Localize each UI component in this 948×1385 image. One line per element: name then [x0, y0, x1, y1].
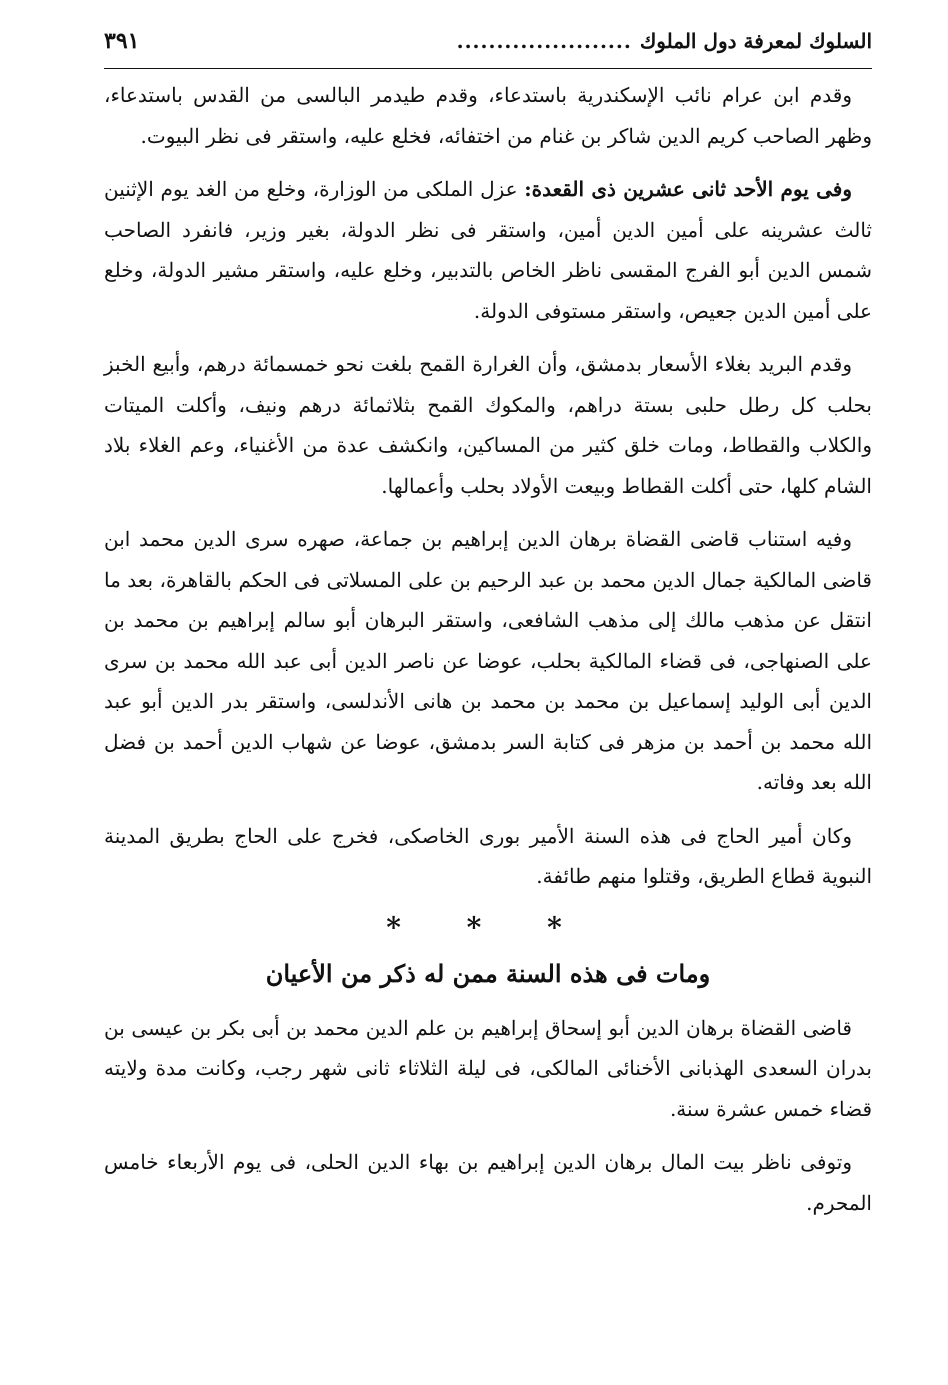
running-title: السلوك لمعرفة دول الملوك [639, 29, 872, 53]
paragraph-text: وكان أمير الحاج فى هذه السنة الأمير بورى الخاصكى، فخرج على الحاج بطريق المدينة النبوية قطاع الطريق، وقتلوا منهم طائفة. [104, 823, 872, 888]
paragraph-text: وتوفى ناظر بيت المال برهان الدين إبراهيم بن بهاء الدين الحلى، فى يوم الأربعاء خامس المحرم. [104, 1150, 872, 1215]
paragraph [104, 344, 872, 506]
page-body [104, 75, 872, 1223]
paragraph [104, 816, 872, 897]
running-header [104, 28, 872, 69]
paragraph [104, 169, 872, 331]
paragraph-text: وقدم ابن عرام نائب الإسكندرية باستدعاء، وقدم طيدمر البالسى من القدس باستدعاء، وظهر الصاحب كريم الدين شاكر بن غنام من اختفائه، فخلع عليه، واستقر فى نظر البيوت. [104, 83, 872, 148]
obituary-paragraph [104, 1008, 872, 1130]
page-number: ٣٩١ [104, 28, 140, 54]
paragraph-text: وفيه استناب قاضى القضاة برهان الدين إبراهيم بن جماعة، صهره سرى الدين محمد ابن قاضى المالكية جمال الدين محمد بن عبد الرحيم بن على المسلاتى فى الحكم بالقاهرة، بعد ما انتقل عن مذهب مالك إلى مذهب الشافعى، واستقر البرهان أبو سالم إبراهيم بن محمد بن على الصنهاجى، فى قضاء المالكية بحلب، عوضا عن ناصر الدين أبى عبد الله محمد بن سرى الدين أبى الوليد إسماعيل بن محمد بن محمد بن هانى الأندلسى، واستقر بدر الدين أبو عبد الله محمد بن أحمد بن مزهر فى كتابة السر بدمشق، عوضا عن شهاب الدين أحمد بن فضل الله بعد وفاته. [104, 527, 872, 794]
paragraph-text: وقدم البريد بغلاء الأسعار بدمشق، وأن الغرارة القمح بلغت نحو خمسمائة درهم، وأبيع الخبز بحلب كل رطل حلبى بستة دراهم، والمكوك القمح بثلاثمائة درهم ونيف، وأكلت الميتات والكلاب والقطاط، ومات خلق كثير من المساكين، وانكشف عدة من الأغنياء، وعم الغلاء بلاد الشام كلها، حتى أكلت القطاط وبيعت الأولاد بحلب وأعمالها. [104, 352, 872, 498]
paragraph [104, 75, 872, 156]
paragraph-lead: وفى يوم الأحد ثانى عشرين ذى القعدة: [524, 177, 852, 201]
book-page [104, 28, 872, 1236]
section-heading: ومات فى هذه السنة ممن له ذكر من الأعيان [265, 958, 711, 988]
leader-dots: ...................... [456, 29, 632, 53]
paragraph [104, 519, 872, 803]
section-separator: * * * [386, 910, 590, 944]
paragraph-text: عزل الملكى من الوزارة، وخلع من الغد يوم الإثنين ثالث عشرينه على أمين الدين أمين، واستقر فى نظر الدولة، بغير وزير، فانفرد الصاحب شمس الدين أبو الفرج المقسى ناظر الخاص بالتدبير، وخلع عليه، واستقر مشير الدولة، وخلع على أمين الدين جعيص، واستقر مستوفى الدولة. [104, 177, 872, 323]
obituary-paragraph [104, 1142, 872, 1223]
paragraph-text: قاضى القضاة برهان الدين أبو إسحاق إبراهيم بن علم الدين محمد بن أبى بكر بن عيسى بن بدران السعدى الهذبانى الأخنائى المالكى، فى ليلة الثلاثاء ثانى شهر رجب، وكانت مدة ولايته قضاء خمس عشرة سنة. [104, 1015, 872, 1121]
